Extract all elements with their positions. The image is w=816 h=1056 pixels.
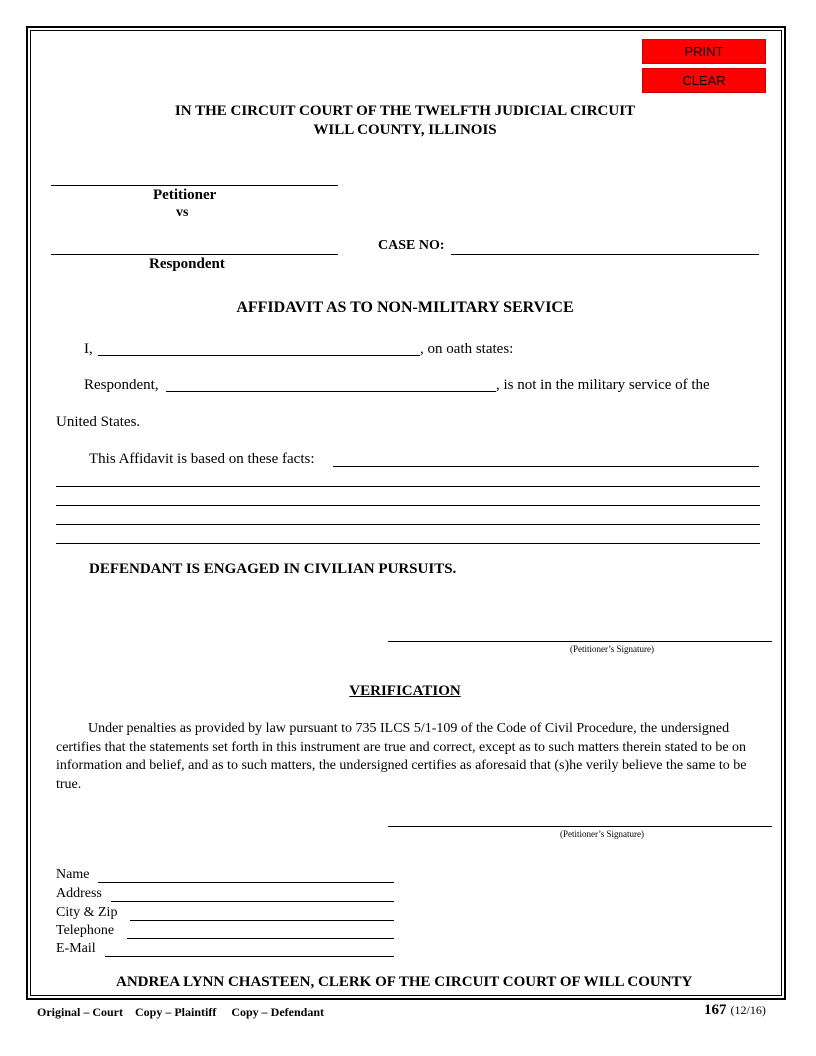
city-zip-label: City & Zip: [56, 905, 118, 920]
facts-field-4[interactable]: [56, 510, 760, 525]
address-field[interactable]: [111, 887, 394, 902]
petitioner-field[interactable]: [51, 171, 338, 186]
county-name: WILL COUNTY, ILLINOIS: [313, 122, 497, 138]
city-zip-field[interactable]: [130, 906, 394, 921]
signature-line-1: [388, 641, 772, 642]
form-id: [704, 1001, 766, 1019]
name-field[interactable]: [98, 868, 394, 883]
petitioner-label: Petitioner: [153, 187, 217, 203]
email-label: E-Mail: [56, 941, 96, 956]
signature-caption-1: (Petitioner’s Signature): [569, 644, 655, 654]
document-title: AFFIDAVIT AS TO NON-MILITARY SERVICE: [236, 299, 574, 316]
signature-caption-2: (Petitioner’s Signature): [559, 829, 645, 839]
facts-field-2[interactable]: [56, 472, 760, 487]
united-states-text: United States.: [56, 414, 141, 430]
form-date: (12/16): [730, 1003, 766, 1017]
affiant-name-field[interactable]: [98, 341, 420, 356]
telephone-field[interactable]: [127, 924, 394, 939]
respondent-prefix: Respondent,: [84, 377, 159, 393]
oath-suffix: , on oath states:: [420, 341, 514, 357]
verification-text: Under penalties as provided by law pursuant to 735 ILCS 5/1-109 of the Code of Civil Procedure, the undersigned certifies that the statements set forth in this instrument are true and correct, except as to such matters therein stated to be on information and belief, and as to such matters, the undersigned certifies as aforesaid that (s)he verily believe the same to be true.: [56, 721, 747, 792]
military-suffix: , is not in the military service of the: [496, 377, 710, 393]
facts-field-5[interactable]: [56, 529, 760, 544]
name-label: Name: [56, 867, 90, 882]
form-number: 167: [704, 1002, 727, 1018]
vs-label: vs: [176, 205, 189, 220]
address-label: Address: [56, 886, 102, 901]
case-no-field[interactable]: [451, 240, 759, 255]
facts-field-1[interactable]: [333, 452, 759, 467]
court-heading: [60, 102, 750, 140]
civilian-statement: DEFENDANT IS ENGAGED IN CIVILIAN PURSUITS.: [89, 561, 457, 577]
facts-prefix: This Affidavit is based on these facts:: [89, 451, 315, 467]
verification-heading: VERIFICATION: [349, 683, 461, 699]
clerk-name: ANDREA LYNN CHASTEEN, CLERK OF THE CIRCUIT COURT OF WILL COUNTY: [116, 974, 693, 990]
print-button[interactable]: PRINT: [642, 39, 766, 64]
affiant-prefix: I,: [84, 341, 93, 357]
facts-field-3[interactable]: [56, 491, 760, 506]
case-no-label: CASE NO:: [378, 238, 445, 253]
clear-button[interactable]: CLEAR: [642, 68, 766, 93]
respondent-label: Respondent: [149, 256, 225, 272]
telephone-label: Telephone: [56, 923, 115, 938]
distribution-note: Original – Court Copy – Plaintiff Copy – Defendant: [37, 1005, 325, 1019]
court-name: IN THE CIRCUIT COURT OF THE TWELFTH JUDICIAL CIRCUIT: [174, 103, 636, 119]
signature-line-2: [388, 826, 772, 827]
email-field[interactable]: [105, 942, 394, 957]
respondent-field[interactable]: [51, 240, 338, 255]
respondent-name-field[interactable]: [166, 377, 496, 392]
